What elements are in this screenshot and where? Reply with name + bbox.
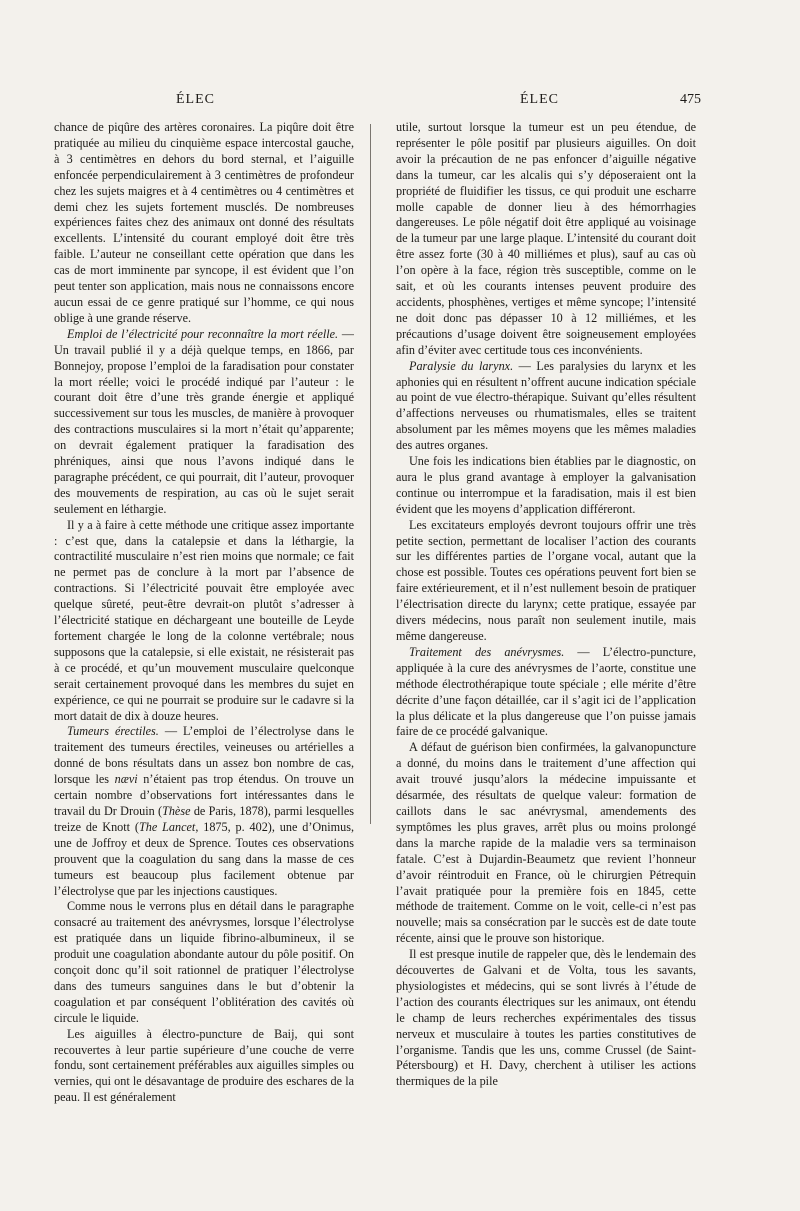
paragraph [396,740,696,947]
paragraph [396,645,696,740]
running-head-center: ÉLEC [520,92,559,107]
text-run: — Un travail publié il y a déjà quelque temps, en 1866, par Bonnejoy, propose l’emploi de la faradisation pour constater la mort réelle; voici le procédé indiqué par l’auteur : le courant doit être d’une très grande énergie et appliqué successivement sur tous les muscles, de manière à provoquer des contractions musculaires si la mort n’était qu’apparente; on devrait également pratiquer la faradisation des phréniques, ainsi que nous l’avons indiqué dans le paragraphe précédent, ce qui pourrait, dit l’auteur, provoquer des mouvements de respiration, au cas où le sujet serait seulement en léthargie. [54,326,354,516]
italic-run: Thèse [162,803,191,818]
paragraph [396,359,696,454]
paragraph [54,327,354,518]
paragraph [396,518,696,645]
text-run: Comme nous le verrons plus en détail dans le paragraphe consacré au traitement des anévrysmes, lorsque l’électrolyse est pratiquée dans un liquide fibrino-albumineux, il se produit une coagulation abondante autour du pôle positif. On conçoit donc qu’il soit rationnel de pratiquer l’électrolyse dans des tumeurs sanguines dans le but d’obtenir la coagulation et par conséquent l’oblitération des cavités où circule le liquide. [54,899,354,1025]
italic-run: The Lancet [138,819,196,834]
text-run: Les aiguilles à électro-puncture de Baij, qui sont recouvertes à leur partie supérieure d’une couche de verre fondu, sont certainement préférables aux aiguilles simples ou vernies, qui ont le désavantage de produire des eschares de la peau. Il est généralement [54,1026,354,1105]
paragraph [396,947,696,1090]
running-head-left: ÉLEC [176,92,215,107]
text-run: Il y a à faire à cette méthode une critique assez importante : c’est que, dans la catalepsie et dans la léthargie, la contractilité musculaire n’est rien moins que normale; ce fait ne permet pas de conclure à la mort par l’absence de contractions. Si l’électricité pouvait être employée avec quelque sûreté, peut-être devrait-on plutôt s’adresser à l’électricité statique en déchargeant une bouteille de Leyde fortement chargée le long de la colonne vertébrale; nous supposons que la catalepsie, si elle existait, ne résisterait pas à ce procédé, et qu’un mouvement musculaire quelconque serait certainement provoqué dans les membres du sujet en expérience, ce qui ne pourrait se produire sur le cadavre si la mort datait de dix à douze heures. [54,517,354,723]
column-divider [370,124,371,824]
text-run: Il est presque inutile de rappeler que, dès le lendemain des découvertes de Galvani et de Volta, tous les savants, physiologistes et médecins, qui se sont livrés à l’étude de l’action des courants électriques sur les animaux, ont étendu le champ de leurs recherches expérimentales des tissus nerveux et musculaire à toutes les parties constitutives de l’organisme. Tandis que les uns, comme Crussel (de Saint-Pétersbourg) et H. Davy, cherchent à utiliser les actions thermiques de la pile [396,947,696,1089]
paragraph [54,1027,354,1107]
italic-run: Paralysie du larynx. [409,358,514,373]
italic-run: Emploi de l’électricité pour reconnaître la mort réelle. [67,326,339,341]
right-text-column [396,120,696,1130]
italic-run: Tumeurs érectiles. [67,724,159,739]
text-run: n’étaient pas trop étendus. On trouve un certain nombre d’observations fort intéressantes dans le travail du Dr Drouin ( [54,772,354,818]
text-run: , 1875, p. 402), une d’Onimus, une de Joffroy et deux de Sprence. Toutes ces observations prouvent que la coagulation du sang dans la masse de ces tumeurs est beaucoup plus facilement obtenue par l’électrolyse que par les injections caustiques. [54,819,354,898]
paragraph [54,899,354,1026]
paragraph [396,454,696,518]
italic-run: nævi [114,772,138,787]
text-run: — L’électro-puncture, appliquée à la cure des anévrysmes de l’aorte, constitue une méthode électrothérapique toute spéciale ; elle mérite d’être décrite d’une façon détaillée, car il s’agit ici de l’application la plus délicate et la plus dangereuse que l’on puisse jamais faire de ce procédé galvanique. [396,644,696,739]
text-run: — L’emploi de l’électrolyse dans le traitement des tumeurs érectiles, veineuses ou artérielles a donné de bons résultats dans un assez bon nombre de cas, lorsque les [54,724,354,787]
running-head [0,92,800,112]
text-run: utile, surtout lorsque la tumeur est un peu étendue, de représenter le pôle positif par plusieurs aiguilles. On doit avoir la précaution de ne pas enfoncer d’aiguille négative dans la tumeur, car les alcalis qui s’y déposeraient ont la propriété de fluidifier les tissus, ce qui produit une escharre molle capable de donner lieu à des hémorrhagies dangereuses. Le pôle négatif doit être appliqué au voisinage de la tumeur par une large plaque. L’intensité du courant doit être assez forte (30 à 40 milliémes et plus), sauf au cas où l’on opère à la face, région très susceptible, comme on le sait, et où les courants intenses peuvent produire des accidents, phosphènes, vertiges et même syncope; l’intensité ne doit donc pas dépasser 10 à 12 milliémes, et les précautions d’usage doivent être soigneusement employées afin d’éviter avec certitude tous ces inconvénients. [396,120,696,357]
text-run: Une fois les indications bien établies par le diagnostic, on aura le plus grand avantage à employer la galvanisation continue ou interrompue et la faradisation, mais il est bien évident que les moyens d’application différeront. [396,454,696,516]
page-number: 475 [680,92,701,107]
text-run: Les excitateurs employés devront toujours offrir une très petite section, permettant de localiser l’action des courants sur les différentes parties de l’organe vocal, autant que la chose est possible. Toutes ces opérations peuvent fort bien se faire extérieurement, et il n’est nullement besoin de pratiquer l’électrisation directe du larynx; cette pratique, essayée par divers médecins, nous paraît non seulement inutile, mais même dangereuse. [396,517,696,643]
text-run: de Paris, 1878), parmi lesquelles treize de Knott ( [54,803,354,834]
italic-run: Traitement des anévrysmes. [409,644,565,659]
paragraph [54,120,354,327]
paragraph [54,724,354,899]
left-text-column [54,120,354,1130]
paragraph [54,518,354,725]
paragraph [396,120,696,359]
text-run: chance de piqûre des artères coronaires. La piqûre doit être pratiquée au milieu du cinquième espace intercostal gauche, à 3 centimètres en dehors du bord sternal, et l’aiguille enfoncée perpendiculairement à 3 centimètres de profondeur chez les sujets maigres et à 4 centimètres ou 4 centimètres et demi chez les sujets fortement musclés. De nombreuses expériences faites chez des animaux ont donné des résultats excellents. L’intensité du courant employé doit être très faible. L’auteur ne conseillant cette opération que dans les cas de mort imminente par syncope, il est évident que l’on peut tenter son application, mais nous ne connaissons encore aucun essai de ce genre pratiqué sur l’homme, ce qui nous oblige à une grande réserve. [54,120,354,325]
text-run: — Les paralysies du larynx et les aphonies qui en résultent n’offrent aucune indication spéciale au point de vue électro-thérapique. Suivant qu’elles résultent d’affections nerveuses ou rhumatismales, elles se traitent absolument par les mêmes moyens que les mêmes maladies des autres organes. [396,358,696,453]
text-run: A défaut de guérison bien confirmées, la galvanopuncture a donné, du moins dans le traitement d’une affection qui avait trouvé jusqu’alors la médecine impuissante et désarmée, des résultats de quelque valeur: formation de caillots dans le sac anévrysmal, amendements des symptômes les plus graves, arrêt plus ou moins prolongé dans la marche rapide de la maladie vers sa terminaison fatale. C’est à Dujardin-Beaumetz que revient l’honneur d’avoir réintroduit en France, où le chirurgien Pétrequin l’avait pratiquée pour la première fois en 1845, cette méthode de traitement. Comme on le voit, celle-ci n’est pas nouvelle; mais sa consécration par le succès est de date toute récente, ainsi que le prouve son historique. [396,740,696,946]
